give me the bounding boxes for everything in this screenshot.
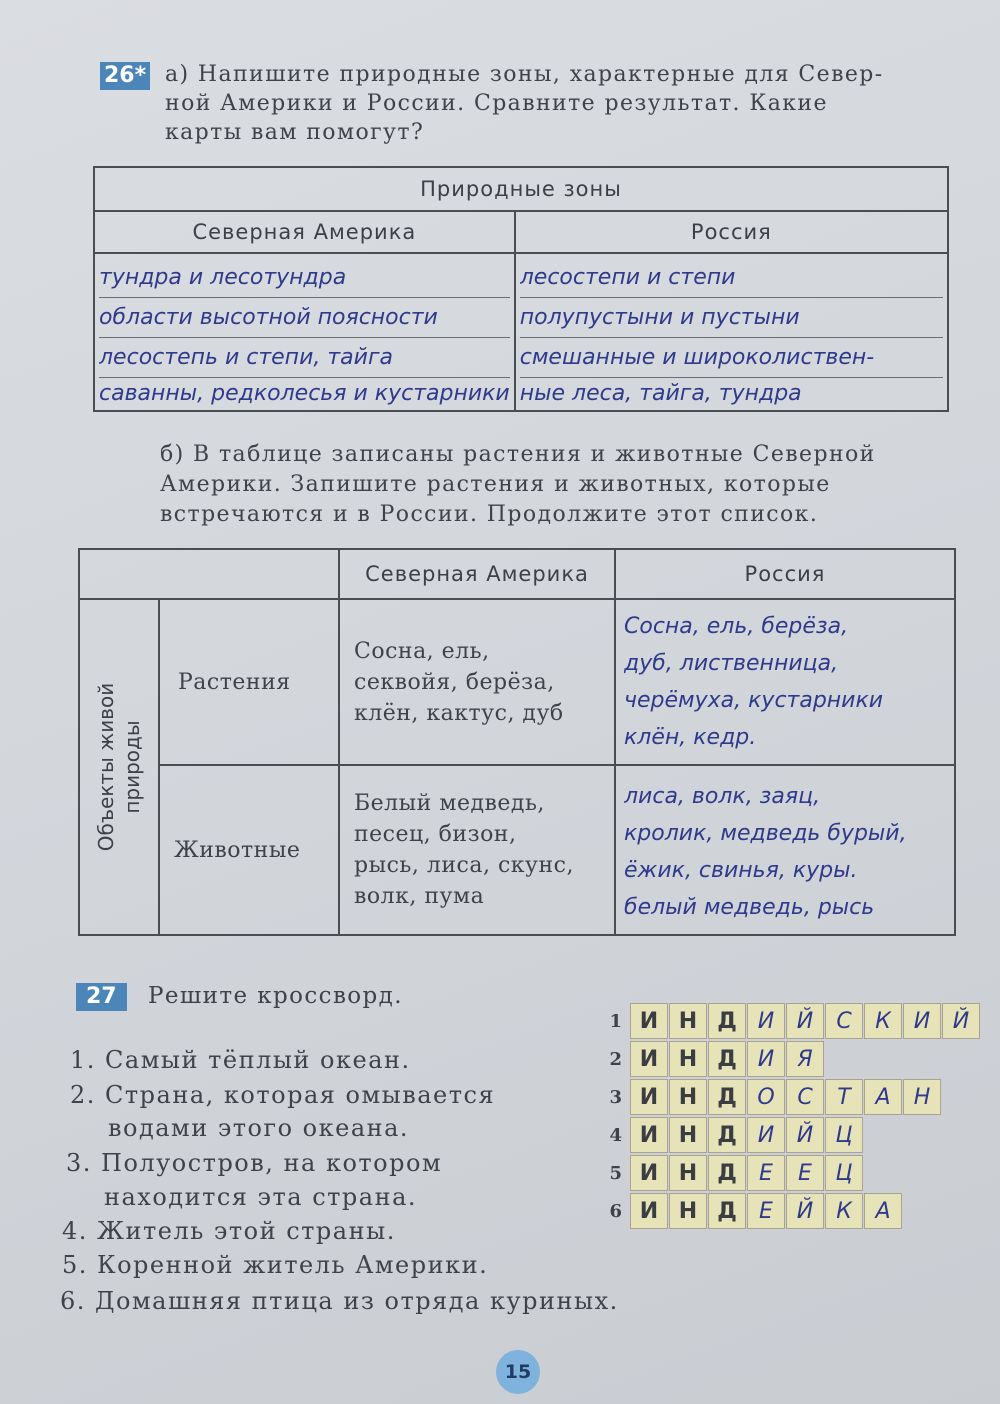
crossword-printed-letter[interactable]: Н xyxy=(669,1155,707,1191)
crossword-written-letter[interactable]: А xyxy=(864,1079,902,1115)
animals-ru-line: ёжик, свинья, куры. xyxy=(624,858,858,883)
crossword-written-letter[interactable]: Й xyxy=(786,1117,824,1153)
crossword-printed-letter[interactable]: Д xyxy=(708,1079,746,1115)
crossword-written-letter[interactable]: С xyxy=(786,1079,824,1115)
crossword-written-letter[interactable]: Й xyxy=(786,1003,824,1039)
task-26a-line1: а) Напишите природные зоны, характерные для Север- xyxy=(165,62,884,87)
crossword-clue: 5. Коренной житель Америки. xyxy=(62,1251,489,1279)
crossword-printed-letter[interactable]: Д xyxy=(708,1003,746,1039)
crossword-row-number: 1 xyxy=(609,1011,622,1032)
na-zone-row: лесостепь и степи, тайга xyxy=(99,338,510,378)
crossword-printed-letter[interactable]: Н xyxy=(669,1041,707,1077)
crossword-printed-letter[interactable]: Д xyxy=(708,1155,746,1191)
animals-ru-line: белый медведь, рысь xyxy=(624,895,875,920)
crossword-printed-letter[interactable]: И xyxy=(630,1079,668,1115)
crossword-row-number: 4 xyxy=(609,1125,622,1146)
crossword-written-letter[interactable]: Й xyxy=(942,1003,980,1039)
crossword-printed-letter[interactable]: И xyxy=(630,1041,668,1077)
crossword-written-letter[interactable]: К xyxy=(864,1003,902,1039)
crossword-clue: 3. Полуостров, на котором xyxy=(66,1149,443,1177)
crossword-written-letter[interactable]: Н xyxy=(903,1079,941,1115)
plants-ru-line: дуб, лиственница, xyxy=(624,651,839,676)
crossword-written-letter[interactable]: И xyxy=(747,1041,785,1077)
crossword-written-letter[interactable]: Ц xyxy=(825,1155,863,1191)
natural-zones-title: Природные зоны xyxy=(94,167,948,211)
col-russia: Россия xyxy=(515,211,948,253)
crossword-printed-letter[interactable]: Д xyxy=(708,1041,746,1077)
animals-na-line: волк, пума xyxy=(354,884,485,909)
crossword-written-letter[interactable]: К xyxy=(825,1193,863,1229)
crossword-clue: 2. Страна, которая омывается xyxy=(70,1081,496,1109)
crossword-row-number: 3 xyxy=(609,1087,622,1108)
crossword-written-letter[interactable]: И xyxy=(747,1003,785,1039)
task-26b-line1: б) В таблице записаны растения и животные Северной xyxy=(160,442,876,467)
crossword-printed-letter[interactable]: И xyxy=(630,1193,668,1229)
animals-ru-line: лиса, волк, заяц, xyxy=(624,784,821,809)
crossword-printed-letter[interactable]: Н xyxy=(669,1193,707,1229)
plants-ru-line: Сосна, ель, берёза, xyxy=(624,614,849,639)
crossword-written-letter[interactable]: Ц xyxy=(825,1117,863,1153)
plants-ru-line: черёмуха, кустарники xyxy=(624,688,884,713)
plants-ru-line: клён, кедр. xyxy=(624,725,757,750)
crossword-row-number: 5 xyxy=(609,1163,622,1184)
crossword-written-letter[interactable]: Й xyxy=(786,1193,824,1229)
col-north-america-2: Северная Америка xyxy=(339,549,615,599)
plants-label: Растения xyxy=(159,599,339,765)
crossword-row-number: 2 xyxy=(609,1049,622,1070)
na-zone-row: тундра и лесотундра xyxy=(99,258,510,298)
crossword-written-letter[interactable]: А xyxy=(864,1193,902,1229)
task-27-title: Решите кроссворд. xyxy=(148,983,403,1009)
animals-na-line: песец, бизон, xyxy=(354,822,517,847)
natural-zones-table xyxy=(93,166,949,412)
crossword-printed-letter[interactable]: Н xyxy=(669,1003,707,1039)
animals-ru-line: кролик, медведь бурый, xyxy=(624,821,907,846)
ru-zone-row: лесостепи и степи xyxy=(520,258,943,298)
page-number: 15 xyxy=(496,1350,540,1394)
task-26a-line3: карты вам помогут? xyxy=(165,120,425,145)
crossword-written-letter[interactable]: С xyxy=(825,1003,863,1039)
animals-na-line: Белый медведь, xyxy=(354,791,545,816)
crossword-printed-letter[interactable]: И xyxy=(630,1003,668,1039)
animals-na-line: рысь, лиса, скунс, xyxy=(354,853,574,878)
crossword-clue: 6. Домашняя птица из отряда куриных. xyxy=(60,1287,619,1315)
side-label-1: Объекты живой xyxy=(94,682,118,852)
crossword-clue: 1. Самый тёплый океан. xyxy=(70,1046,411,1074)
crossword-clue: 4. Житель этой страны. xyxy=(62,1217,396,1245)
crossword-clue: находится эта страна. xyxy=(104,1183,418,1211)
crossword-printed-letter[interactable]: И xyxy=(630,1117,668,1153)
animals-label: Животные xyxy=(159,765,339,935)
crossword-written-letter[interactable]: Е xyxy=(747,1155,785,1191)
crossword-written-letter[interactable]: О xyxy=(747,1079,785,1115)
empty-corner-cell xyxy=(79,549,339,599)
col-north-america: Северная Америка xyxy=(94,211,515,253)
ru-zone-row: ные леса, тайга, тундра xyxy=(519,381,802,406)
crossword-printed-letter[interactable]: И xyxy=(630,1155,668,1191)
plants-na-line: секвойя, берёза, xyxy=(354,669,555,695)
living-nature-cell xyxy=(79,599,159,935)
ru-zone-row: полупустыни и пустыни xyxy=(520,298,943,338)
task-26b-line2: Америки. Запишите растения и животных, которые xyxy=(160,472,831,497)
na-zone-row: области высотной поясности xyxy=(99,298,510,338)
task-26a-line2: ной Америки и России. Сравните результат. Какие xyxy=(165,91,828,116)
crossword-written-letter[interactable]: Е xyxy=(747,1193,785,1229)
crossword-printed-letter[interactable]: Д xyxy=(708,1193,746,1229)
side-label-2: природы xyxy=(120,720,144,814)
crossword-written-letter[interactable]: Т xyxy=(825,1079,863,1115)
task-26-badge: 26* xyxy=(100,62,150,90)
crossword-written-letter[interactable]: И xyxy=(747,1117,785,1153)
crossword-written-letter[interactable]: Я xyxy=(786,1041,824,1077)
crossword-written-letter[interactable]: И xyxy=(903,1003,941,1039)
plants-na-line: Сосна, ель, xyxy=(354,638,490,664)
ru-zone-row: смешанные и широколиствен- xyxy=(520,338,943,378)
col-russia-2: Россия xyxy=(615,549,955,599)
crossword-written-letter[interactable]: Е xyxy=(786,1155,824,1191)
task-26b-line3: встречаются и в России. Продолжите этот список. xyxy=(160,502,819,527)
plants-na-line: клён, кактус, дуб xyxy=(354,700,564,726)
crossword-printed-letter[interactable]: Д xyxy=(708,1117,746,1153)
crossword-printed-letter[interactable]: Н xyxy=(669,1079,707,1115)
na-zone-row: саванны, редколесья и кустарники xyxy=(99,381,510,406)
plants-animals-table xyxy=(78,548,956,936)
crossword-printed-letter[interactable]: Н xyxy=(669,1117,707,1153)
task-27-badge: 27 xyxy=(76,983,127,1011)
crossword-clue: водами этого океана. xyxy=(108,1114,410,1142)
crossword-row-number: 6 xyxy=(609,1201,622,1222)
